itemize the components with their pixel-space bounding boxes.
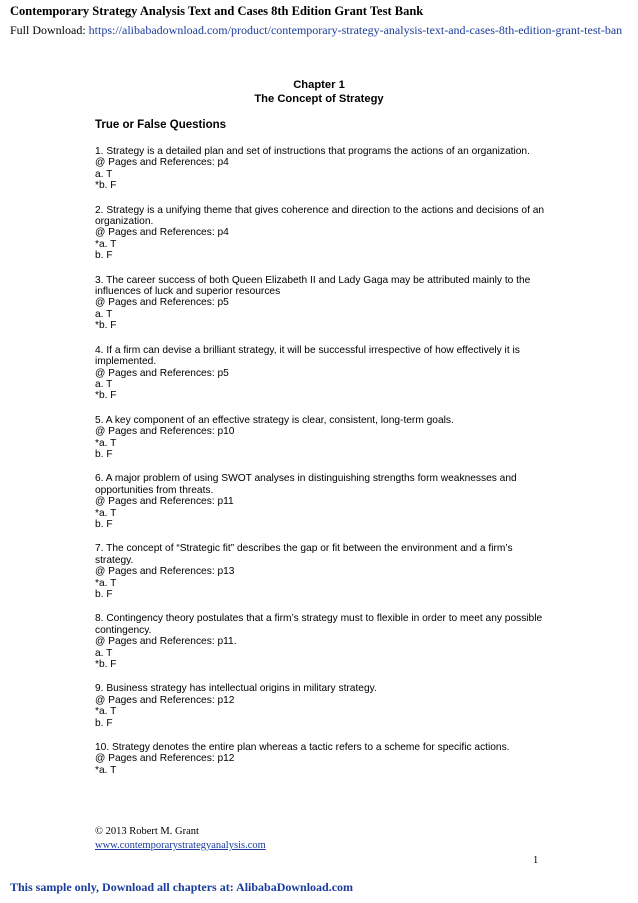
download-label: Full Download: <box>10 23 89 37</box>
question-item <box>95 146 550 192</box>
question-item <box>95 473 550 530</box>
question-text: 10. Strategy denotes the entire plan whereas a tactic refers to a scheme for specific actions. <box>95 742 510 754</box>
answer-option-b: b. F <box>95 250 113 262</box>
answer-option-b: *b. F <box>95 390 117 402</box>
footer-copyright: © 2013 Robert M. Grant <box>95 826 199 837</box>
question-text: 4. If a firm can devise a brilliant strategy, it will be successful irrespective of how effectively it is implemented. <box>95 344 520 368</box>
question-reference: @ Pages and References: p4 <box>95 227 229 239</box>
question-reference: @ Pages and References: p11 <box>95 496 234 508</box>
question-reference: @ Pages and References: p11. <box>95 636 237 648</box>
answer-option-a: *a. T <box>95 507 117 519</box>
question-item <box>95 543 550 600</box>
answer-option-a: a. T <box>95 647 113 659</box>
question-text: 5. A key component of an effective strategy is clear, consistent, long-term goals. <box>95 414 454 426</box>
question-item <box>95 415 550 461</box>
question-text: 7. The concept of “Strategic fit” describes the gap or fit between the environment and a firm’s strategy. <box>95 543 513 566</box>
question-item <box>95 683 550 729</box>
answer-option-b: b. F <box>95 717 113 729</box>
download-link[interactable]: https://alibabadownload.com/product/contemporary-strategy-analysis-text-and-cases-8th-edition-grant-test-ban <box>88 23 623 37</box>
chapter-title: The Concept of Strategy <box>254 93 384 105</box>
answer-option-a: a. T <box>95 308 113 320</box>
question-reference: @ Pages and References: p5 <box>95 367 229 379</box>
question-item <box>95 205 550 262</box>
question-text: 3. The career success of both Queen Elizabeth II and Lady Gaga may be attributed mainly to the influences of luck and superior resources <box>95 274 531 298</box>
answer-option-a: *a. T <box>95 238 117 250</box>
bottom-download-banner[interactable]: This sample only, Download all chapters at: AlibabaDownload.com <box>10 880 354 894</box>
answer-option-b: *b. F <box>95 659 117 671</box>
answer-option-a: a. T <box>95 378 113 390</box>
answer-option-b: b. F <box>95 448 113 460</box>
answer-option-b: b. F <box>95 518 113 530</box>
question-item <box>95 345 550 402</box>
question-item <box>95 275 550 332</box>
download-line <box>10 23 622 38</box>
question-text: 6. A major problem of using SWOT analyses in distinguishing strengths form weaknesses and opportunities from threats. <box>95 473 517 496</box>
question-list <box>95 146 550 789</box>
question-reference: @ Pages and References: p12 <box>95 753 235 765</box>
answer-option-a: *a. T <box>95 706 117 718</box>
answer-option-a: *a. T <box>95 764 117 776</box>
section-heading: True or False Questions <box>95 119 227 131</box>
question-reference: @ Pages and References: p12 <box>95 694 235 706</box>
question-item <box>95 613 550 670</box>
question-text: 2. Strategy is a unifying theme that gives coherence and direction to the actions and decisions of an organization. <box>95 204 545 228</box>
question-text: 9. Business strategy has intellectual origins in military strategy. <box>95 683 377 695</box>
page-number: 1 <box>533 855 539 866</box>
question-reference: @ Pages and References: p10 <box>95 426 235 438</box>
question-reference: @ Pages and References: p13 <box>95 566 235 578</box>
banner-title: Contemporary Strategy Analysis Text and Cases 8th Edition Grant Test Bank <box>10 4 424 18</box>
question-reference: @ Pages and References: p5 <box>95 297 229 309</box>
answer-option-b: *b. F <box>95 180 117 192</box>
chapter-number: Chapter 1 <box>293 79 345 91</box>
answer-option-b: b. F <box>95 589 113 600</box>
footer-website-link[interactable]: www.contemporarystrategyanalysis.com <box>95 840 266 851</box>
answer-option-a: a. T <box>95 168 113 180</box>
question-reference: @ Pages and References: p4 <box>95 157 229 169</box>
answer-option-a: *a. T <box>95 577 117 589</box>
question-text: 8. Contingency theory postulates that a firm’s strategy must to flexible in order to meet any possible contingency. <box>95 613 543 636</box>
question-text: 1. Strategy is a detailed plan and set of instructions that programs the actions of an organization. <box>95 146 530 157</box>
answer-option-b: *b. F <box>95 320 117 332</box>
answer-option-a: *a. T <box>95 437 117 449</box>
question-item <box>95 742 550 776</box>
